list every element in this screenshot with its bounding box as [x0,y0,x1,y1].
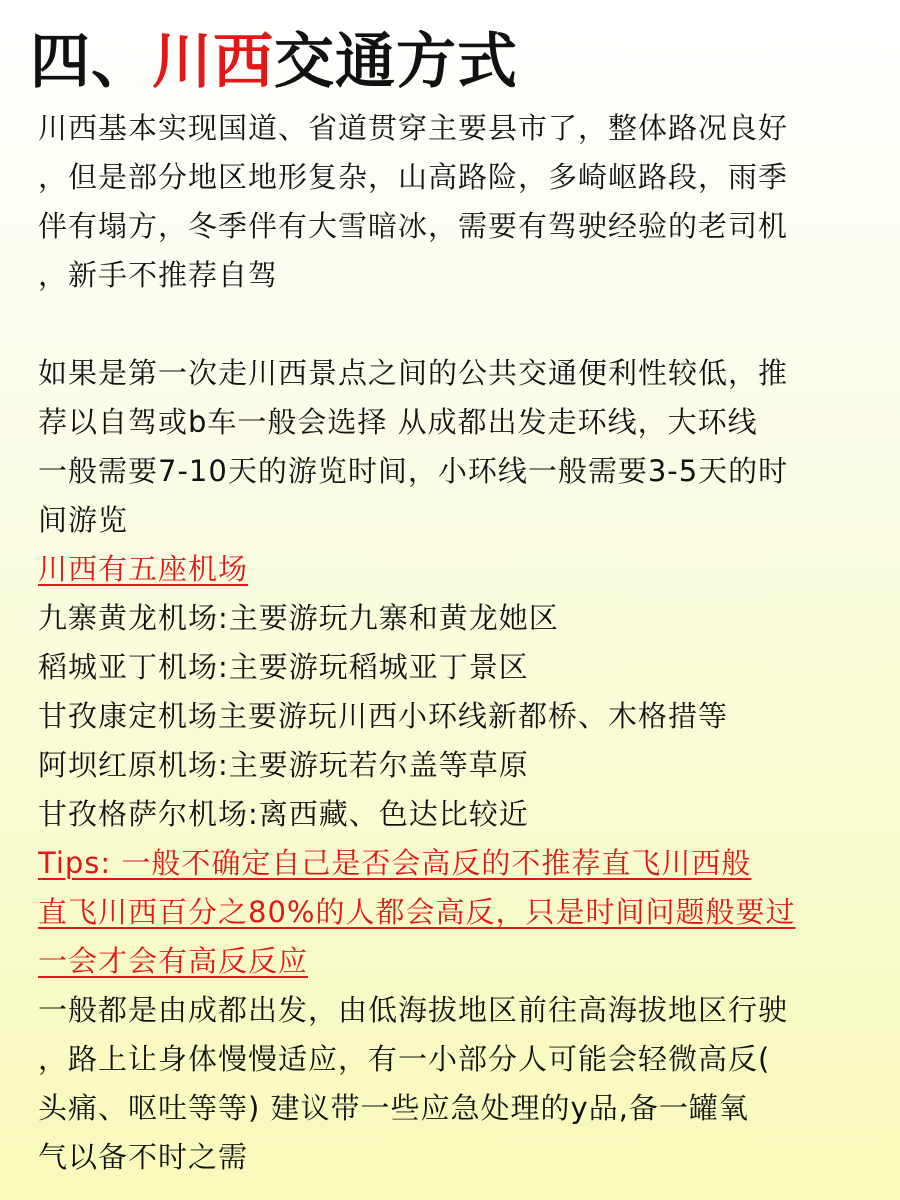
tips-line: 直飞川西百分之80%的人都会高反，只是时间问题般要过 [38,895,796,929]
airport-item: 九寨黄龙机场:主要游玩九寨和黄龙她区 [38,601,559,635]
paragraph-altitude-advice [38,986,878,1182]
text-line: ，路上让身体慢慢适应，有一小部分人可能会轻微高反( [38,1042,771,1076]
body-text [38,104,878,1182]
text-line: 头痛、呕吐等等) 建议带一些应急处理的y品,备一罐氧 [38,1091,749,1125]
tips-section [38,839,878,986]
text-line: 伴有塌方，冬季伴有大雪暗冰，需要有驾驶经验的老司机 [38,209,789,243]
paragraph-spacer [38,300,878,349]
text-line: 间游览 [38,503,129,537]
text-line: 一般都是由成都出发，由低海拔地区前往高海拔地区行驶 [38,993,789,1027]
text-line: 川西基本实现国道、省道贯穿主要县市了，整体路况良好 [38,111,789,145]
airport-item: 阿坝红原机场:主要游玩若尔盖等草原 [38,748,529,782]
title-prefix: 四、 [30,27,152,97]
paragraph-road-conditions [38,104,878,300]
title-highlight: 川西 [152,27,274,97]
tips-line: Tips: 一般不确定自己是否会高反的不推荐直飞川西般 [38,846,752,880]
text-line: 如果是第一次走川西景点之间的公共交通便利性较低，推 [38,356,789,390]
airport-item: 甘孜格萨尔机场:离西藏、色达比较近 [38,797,529,831]
airport-item: 甘孜康定机场主要游玩川西小环线新都桥、木格措等 [38,699,729,733]
page-title [30,22,518,102]
airports-section [38,545,878,839]
airport-item: 稻城亚丁机场:主要游玩稻城亚丁景区 [38,650,529,684]
text-line: ，但是部分地区地形复杂，山高路险，多崎岖路段，雨季 [38,160,789,194]
title-suffix: 交通方式 [274,27,518,97]
paragraph-public-transport [38,349,878,545]
text-line: ，新手不推荐自驾 [38,258,279,292]
airports-heading: 川西有五座机场 [38,552,249,586]
text-line: 气以备不时之需 [38,1140,249,1174]
tips-line: 一会才会有高反反应 [38,944,309,978]
text-line: 一般需要7-10天的游览时间，小环线一般需要3-5天的时 [38,454,789,488]
text-line: 荐以自驾或b车一般会选择 从成都出发走环线，大环线 [38,405,758,439]
